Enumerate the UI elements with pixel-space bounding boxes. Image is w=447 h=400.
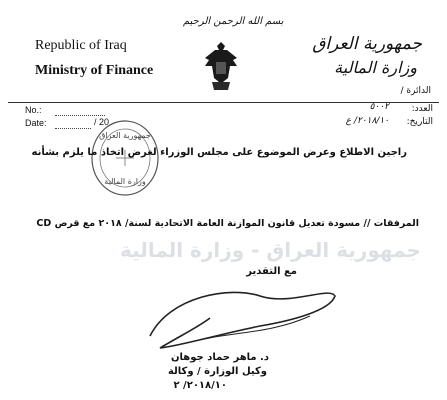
ministry-stamp <box>90 118 160 198</box>
en-country: Republic of Iraq <box>35 38 127 53</box>
en-ministry: Ministry of Finance <box>35 63 154 78</box>
handwritten-signature <box>140 276 340 356</box>
signatory-title: وكيل الوزارة / وكالة <box>167 366 267 377</box>
attachments-line: المرفقات // مسودة تعديل قانون الموازنة العامة الاتحادية لسنة/ ٢٠١٨ مع قرص CD <box>36 218 419 229</box>
ar-date-value: ٢٠١٨/١٠/ ع <box>345 116 389 126</box>
ar-ministry: وزارة المالية <box>334 58 417 77</box>
watermark-text: جمهورية العراق - وزارة المالية <box>120 238 421 262</box>
ar-no-label: العدد: <box>411 104 433 114</box>
no-dotted-line <box>55 115 105 116</box>
iraq-eagle-emblem-icon <box>203 38 239 94</box>
ar-no-value: ٥٠٠٢ <box>369 102 389 112</box>
request-line: راجين الاطلاع وعرض الموضوع على مجلس الوزراء لغرض اتخاذ ما يلزم بشأنه <box>31 147 407 158</box>
signatory-name: د. ماهر حماد جوهان <box>171 352 269 363</box>
stamp-bottom-text: وزارة المالية <box>104 177 146 186</box>
date-dotted-line <box>55 128 91 129</box>
ar-country: جمهورية العراق <box>312 34 422 54</box>
basmala: بسم الله الرحمن الرحيم <box>183 16 284 27</box>
signature-date: ٢٠١٨/١٠/ ٢ <box>173 380 227 391</box>
en-date-label: Date: <box>25 118 47 128</box>
ar-department: الدائرة / <box>400 86 431 96</box>
ar-date-label: التاريخ: <box>406 117 433 127</box>
stamp-top-text: جمهورية العراق <box>99 131 151 140</box>
en-no-label: No.: <box>25 105 42 115</box>
closing-regards: مع التقدير <box>246 266 297 277</box>
en-date-value: / 20 <box>94 117 110 127</box>
